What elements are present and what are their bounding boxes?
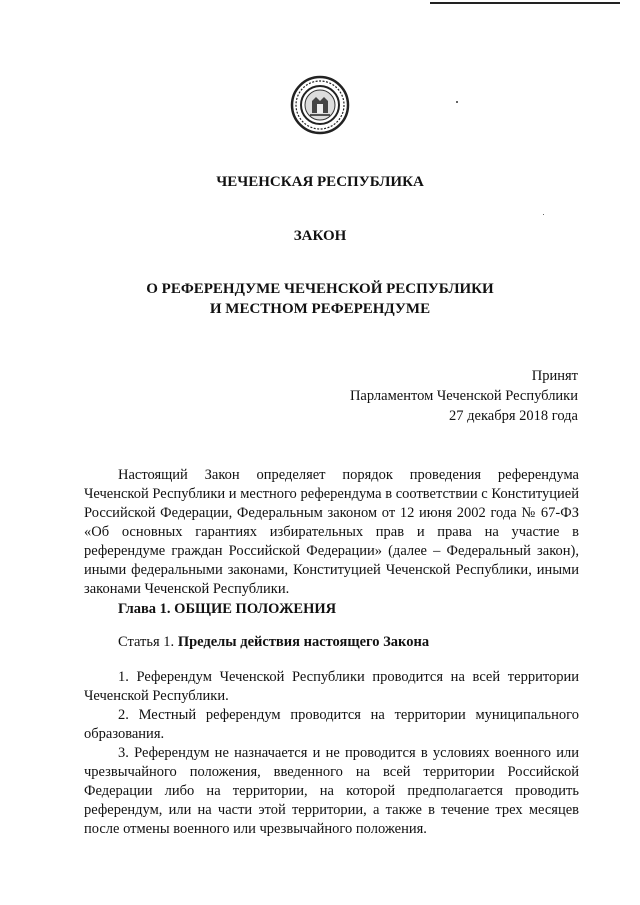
adoption-date: 27 декабря 2018 года	[449, 408, 578, 424]
adoption-line-1: Принят	[531, 368, 578, 384]
scan-speck	[543, 214, 544, 215]
preamble	[84, 466, 579, 599]
law-title	[0, 279, 640, 319]
article-item-2: 2. Местный референдум проводится на территории муниципального образования.	[84, 707, 579, 742]
adoption-block	[350, 366, 578, 426]
law-title-line-1: О РЕФЕРЕНДУМЕ ЧЕЧЕНСКОЙ РЕСПУБЛИКИ	[146, 281, 494, 297]
preamble-paragraph: Настоящий Закон определяет порядок проведения референдума Чеченской Республики и местного референдума в соответствии с Конституцией Российской Федерации, Федеральным законом от 12 июня 2002 года № 67-ФЗ «Об основных гарантиях избирательных прав и права на участие в референдуме граждан Российской Федерации» (далее – Федеральный закон), иными федеральными законами, Конституцией Чеченской Республики, иными законами Чеченской Республики.	[84, 467, 579, 597]
document-type-heading: ЗАКОН	[293, 228, 347, 244]
article-item-1: 1. Референдум Чеченской Республики проводится на всей территории Чеченской Республики.	[84, 669, 579, 704]
article-heading	[118, 634, 429, 651]
article-item-3: 3. Референдум не назначается и не проводится в условиях военного или чрезвычайного положения, введенного на всей территории Российской Федерации либо на территории, на которой предполагается проводить референдум, или на части этой территории, а также в течение трех месяцев после отмены военного или чрезвычайного положения.	[84, 745, 579, 837]
coat-of-arms-emblem	[290, 75, 350, 135]
article-title: Пределы действия настоящего Закона	[177, 634, 430, 650]
scan-speck	[456, 101, 458, 103]
law-title-line-2: И МЕСТНОМ РЕФЕРЕНДУМЕ	[209, 301, 431, 317]
republic-heading: ЧЕЧЕНСКАЯ РЕСПУБЛИКА	[216, 174, 424, 190]
adoption-line-2: Парламентом Чеченской Республики	[349, 388, 578, 404]
article-items	[84, 668, 579, 839]
article-number: Статья 1.	[118, 634, 175, 650]
top-edge-line	[430, 2, 620, 4]
chapter-heading: Глава 1. ОБЩИЕ ПОЛОЖЕНИЯ	[118, 601, 337, 617]
